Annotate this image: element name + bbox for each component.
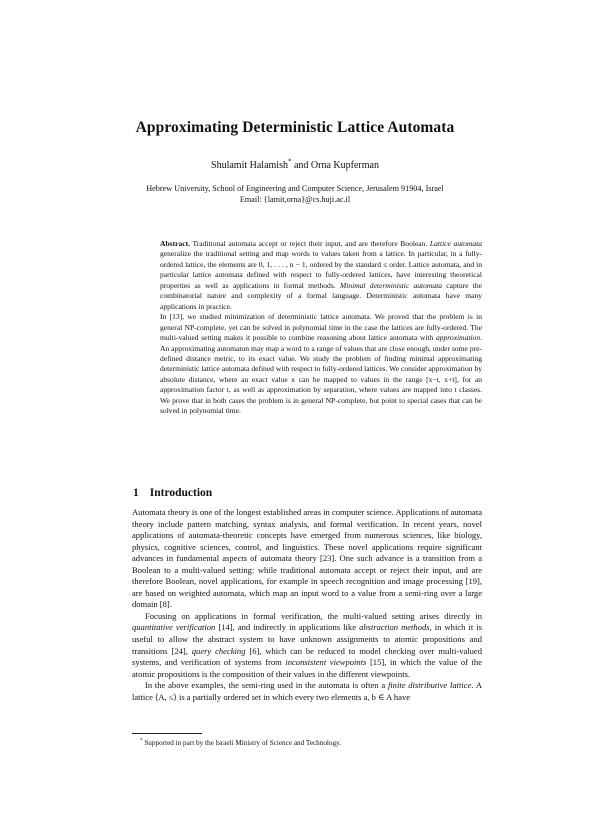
intro-emphasis: inconsistent viewpoints	[285, 657, 367, 668]
abstract-emphasis: Lattice automata	[429, 239, 482, 248]
affiliation-institution: Hebrew University, School of Engineering and Computer Science, Jerusalem 91904, Israel	[146, 184, 444, 193]
intro-paragraph-3	[132, 680, 482, 703]
footnote-divider	[132, 733, 202, 734]
intro-text: [6], which can be reduced to model checking over multi-valued systems, and verification of systems from	[132, 645, 482, 668]
abstract-text: generalize the traditional setting and map words to values taken from a lattice. In particular, in a fully-ordered lattice, the elements are 0, 1, . . . , n − 1, ordered by the standard ≤ order. Lattice automata, and in particular lattice automata defined with respect to fully-ordered lattices, have interesting theoretical properties as well as applications in formal methods.	[160, 249, 482, 290]
abstract-heading: Abstract.	[160, 239, 190, 248]
abstract-text: . An approximating automaton may map a word to a range of values that are close enough, under some pre-defined distance metric, to its exact value. We study the problem of finding minimal approximating deterministic lattice automata defined with respect to fully-ordered lattices. We consider approximation by absolute distance, where an exact value x can be mapped to values in the range [x−t, x+t], for an approximation factor t, as well as approximation by separation, where values are mapped into t classes. We prove that in both cases the problem is in general NP-complete, but point to special cases that can be solved in polynomial time.	[160, 333, 482, 416]
section-title: Introduction	[149, 487, 213, 499]
footnote-text: Supported in part by the Israeli Ministry of Science and Technology.	[142, 739, 342, 747]
author-rest: and Orna Kupferman	[291, 160, 379, 171]
intro-text: [15], in which the value of the atomic propositions is the composition of their values in the different viewpoints.	[132, 657, 482, 679]
abstract-text: In [13], we studied minimization of deterministic lattice automata. We proved that the problem is in general NP-complete, yet can be solved in polynomial time in the case the lattices are fully-ordered. The multi-valued setting makes it possible to combine reasoning about lattice automata with	[160, 312, 482, 343]
paper-title: Approximating Deterministic Lattice Automata	[135, 119, 455, 136]
intro-text: In the above examples, the semi-ring used in the automata is often a	[145, 680, 388, 691]
abstract-text: Traditional automata accept or reject their input, and are therefore Boolean.	[189, 239, 430, 248]
intro-text: , in which it is useful to allow the abstract system to have unknown assignments to atomic propositions and transitions [24],	[132, 622, 482, 656]
abstract-text: capture the combinatorial nature and complexity of a formal language. Deterministic automata have many applications in practice.	[160, 280, 482, 311]
introduction-body	[132, 507, 482, 703]
intro-text: [14], and indirectly in applications like	[215, 622, 360, 633]
section-heading	[133, 487, 212, 499]
intro-emphasis: finite distributive lattice	[387, 680, 472, 691]
affiliation-block	[0, 183, 590, 205]
section-number: 1	[133, 487, 139, 499]
footnote-mark: *	[140, 738, 143, 744]
intro-paragraph-2	[132, 611, 482, 680]
intro-paragraph-1: Automata theory is one of the longest established areas in computer science. Applications of automata theory include pattern matching, syntax analysis, and formal verification. In recent years, novel applications of automata-theoretic concepts have emerged from numerous sciences, like biology, physics, cognitive sciences, control, and linguistics. These novel applications require significant advances in fundamental aspects of automata theory [23]. One such advance is a transition from a Boolean to a multi-valued setting: while traditional automata accept or reject their input, and are therefore Boolean, novel applications, for example in speech recognition and image processing [19], are based on weighted automata, which map an input word to a value from a semi-ring over a large domain [8].	[132, 507, 482, 610]
abstract-block	[160, 239, 482, 417]
intro-emphasis: quantitative verification	[132, 622, 216, 633]
abstract-paragraph-2	[160, 312, 482, 417]
intro-text: Focusing on applications in formal verification, the multi-valued setting arises directly in	[145, 610, 482, 621]
intro-emphasis: abstraction methods	[359, 622, 430, 633]
abstract-emphasis: Minimal deterministic automata	[339, 280, 442, 290]
intro-text: . A lattice ⟨A, ≤⟩ is a partially ordered set in which every two elements a, b ∈ A have	[132, 680, 482, 702]
abstract-emphasis: approximation	[435, 333, 481, 343]
author-line	[0, 157, 590, 171]
affiliation-email: Email: {lamit,orna}@cs.huji.ac.il	[239, 195, 351, 204]
intro-emphasis: query checking	[191, 645, 246, 656]
author-first: Shulamit Halamish	[211, 160, 288, 171]
footnote	[140, 739, 341, 747]
abstract-paragraph-1	[160, 239, 482, 312]
author-footnote-mark: *	[287, 157, 292, 166]
